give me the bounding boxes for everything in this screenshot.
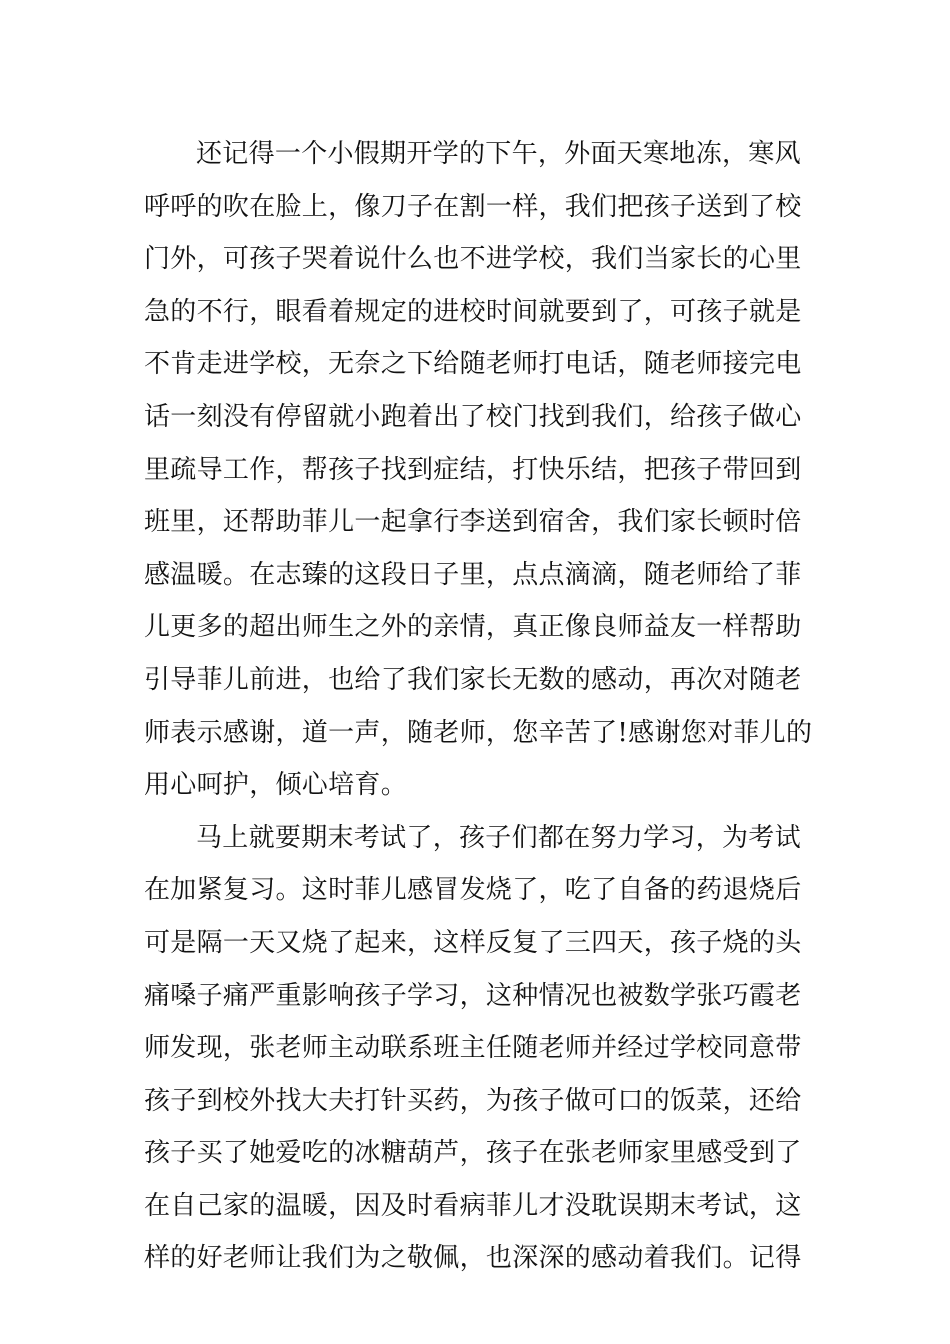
text-line: 样的好老师让我们为之敬佩，也深深的感动着我们。记得: [144, 1243, 802, 1274]
text-line: 师发现，张老师主动联系班主任随老师并经过学校同意带: [144, 1033, 802, 1064]
text-line: 门外，可孩子哭着说什么也不进学校，我们当家长的心里: [144, 244, 802, 275]
text-line: 孩子到校外找大夫打针买药，为孩子做可口的饭菜，还给: [144, 1085, 802, 1116]
paragraph-2: [144, 812, 812, 1285]
text-line: 在自己家的温暖，因及时看病菲儿才没耽误期末考试，这: [144, 1190, 802, 1221]
text-line: 痛嗓子痛严重影响孩子学习，这种情况也被数学张巧霞老: [144, 980, 802, 1011]
text-line: 引导菲儿前进，也给了我们家长无数的感动，再次对随老: [144, 664, 802, 695]
text-line: 呼呼的吹在脸上，像刀子在割一样，我们把孩子送到了校: [144, 191, 802, 222]
text-line: 可是隔一天又烧了起来，这样反复了三四天，孩子烧的头: [144, 927, 802, 958]
text-line: 话一刻没有停留就小跑着出了校门找到我们，给孩子做心: [144, 401, 802, 432]
text-line: 里疏导工作，帮孩子找到症结，打快乐结，把孩子带回到: [144, 454, 802, 485]
text-line: 不肯走进学校，无奈之下给随老师打电话，随老师接完电: [144, 349, 802, 380]
text-line: 在加紧复习。这时菲儿感冒发烧了，吃了自备的药退烧后: [144, 875, 802, 906]
text-line: 班里，还帮助菲儿一起拿行李送到宿舍，我们家长顿时倍: [144, 507, 802, 538]
text-line: 师表示感谢，道一声，随老师，您辛苦了!感谢您对菲儿的: [144, 717, 813, 748]
document-body: [144, 128, 812, 1285]
text-line: 儿更多的超出师生之外的亲情，真正像良师益友一样帮助: [144, 612, 802, 643]
text-line: 还记得一个小假期开学的下午，外面天寒地冻，寒风: [196, 139, 801, 169]
text-line: 用心呵护，倾心培育。: [144, 770, 408, 801]
text-line: 感温暖。在志臻的这段日子里，点点滴滴，随老师给了菲: [144, 559, 802, 590]
paragraph-1: [144, 128, 812, 812]
text-line: 孩子买了她爱吃的冰糖葫芦，孩子在张老师家里感受到了: [144, 1138, 802, 1169]
text-line: 马上就要期末考试了，孩子们都在努力学习，为考试: [196, 822, 801, 853]
text-line: 急的不行，眼看着规定的进校时间就要到了，可孩子就是: [144, 296, 802, 327]
